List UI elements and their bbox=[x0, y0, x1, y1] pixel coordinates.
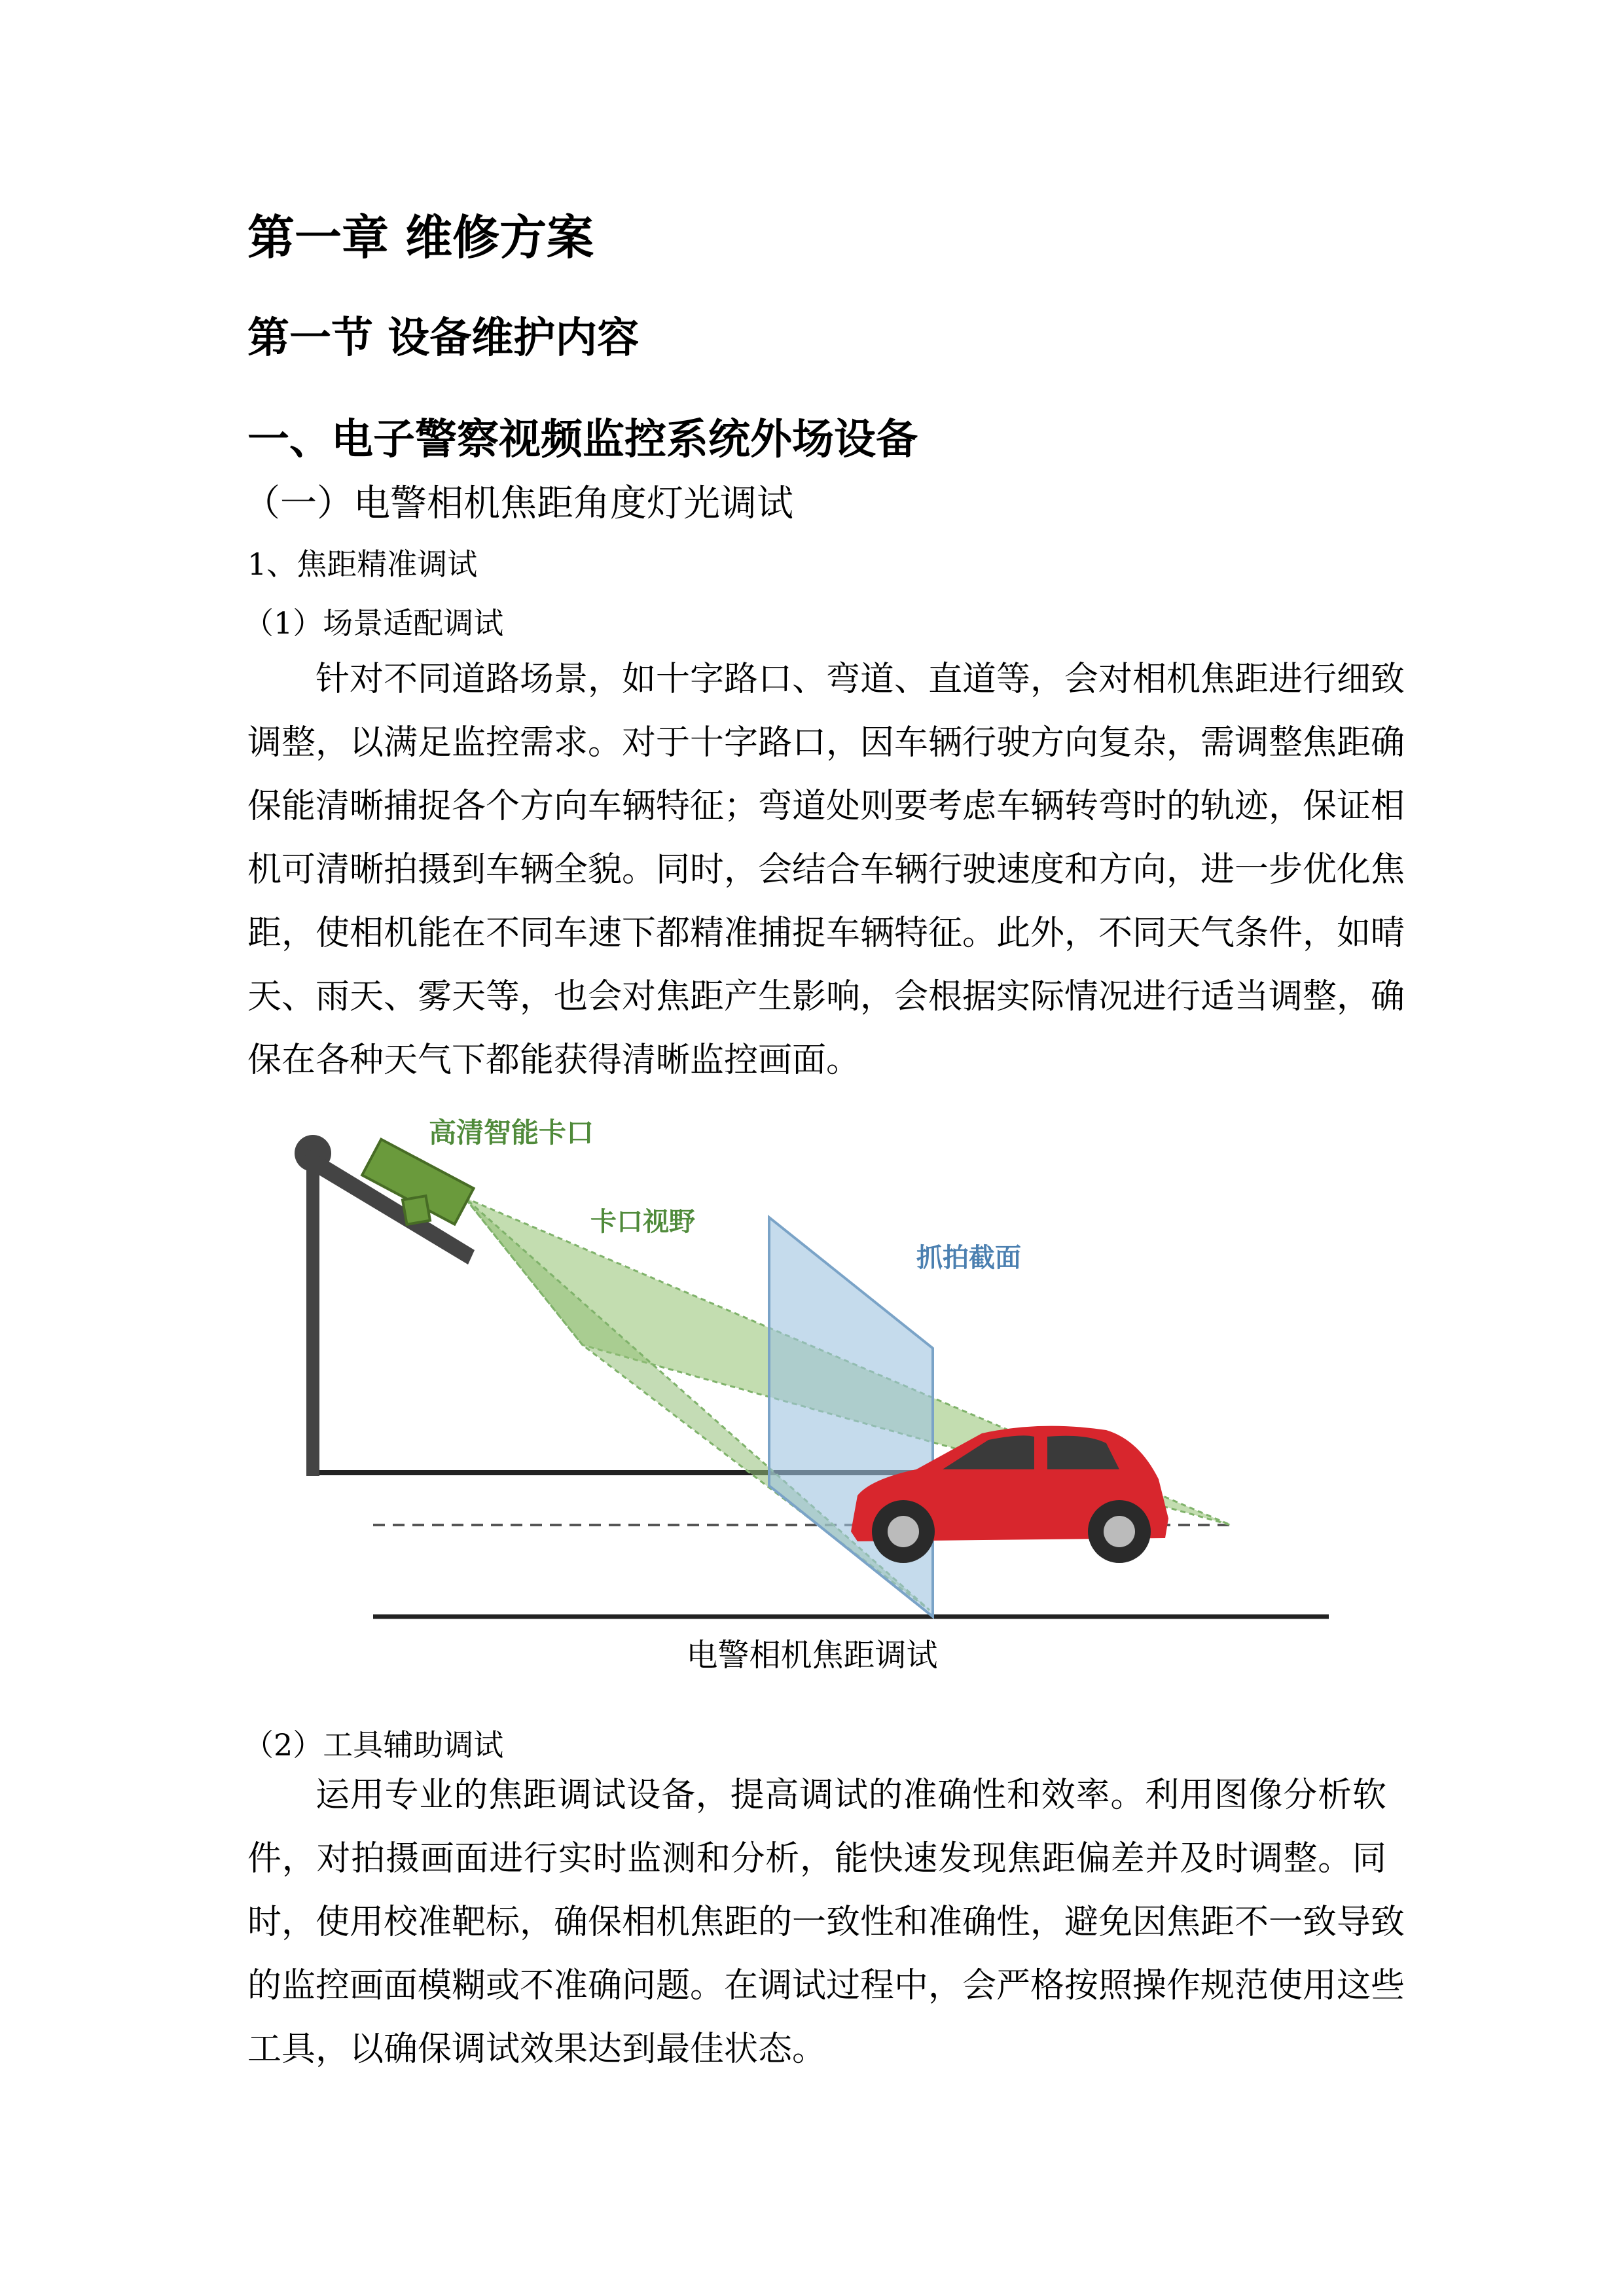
sub1-title: （1）场景适配调试 bbox=[244, 605, 504, 641]
item-title: 1、焦距精准调试 bbox=[247, 547, 478, 582]
paragraph-line: 运用专业的焦距调试设备，提高调试的准确性和效率。利用图像分析软 bbox=[316, 1776, 1386, 1815]
paragraph-tool-adjust bbox=[247, 1764, 1405, 2081]
paragraph-line: 针对不同道路场景，如十字路口、弯道、直道等，会对相机焦距进行细致 bbox=[316, 660, 1405, 699]
paragraph-line: 距，使相机能在不同车速下都精准捕捉车辆特征。此外，不同天气条件，如晴 bbox=[247, 914, 1405, 953]
paragraph-line: 的监控画面模糊或不准确问题。在调试过程中，会严格按照操作规范使用这些 bbox=[247, 1966, 1405, 2005]
sub2-title: （2）工具辅助调试 bbox=[244, 1727, 504, 1763]
camera-mount bbox=[403, 1196, 430, 1225]
paragraph-line: 调整，以满足监控需求。对于十字路口，因车辆行驶方向复杂，需调整焦距确 bbox=[247, 723, 1405, 762]
paragraph-line: 保在各种天气下都能获得清晰监控画面。 bbox=[247, 1041, 861, 1080]
subpart-title: （一）电警相机焦距角度灯光调试 bbox=[244, 482, 793, 525]
paragraph-line: 件，对拍摄画面进行实时监测和分析，能快速发现焦距偏差并及时调整。同 bbox=[247, 1839, 1386, 1878]
paragraph-line: 工具，以确保调试效果达到最佳状态。 bbox=[247, 2030, 827, 2069]
focus-diagram bbox=[288, 1113, 1335, 1623]
label-camera: 高清智能卡口 bbox=[429, 1117, 594, 1149]
chapter-title: 第一章 维修方案 bbox=[247, 209, 594, 265]
label-view: 卡口视野 bbox=[590, 1207, 695, 1237]
paragraph-scene-adjust bbox=[247, 648, 1405, 1092]
paragraph-line: 机可清晰拍摄到车辆全貌。同时，会结合车辆行驶速度和方向，进一步优化焦 bbox=[247, 850, 1405, 889]
section-title: 第一节 设备维护内容 bbox=[247, 314, 640, 363]
paragraph-line: 时，使用校准靶标，确保相机焦距的一致性和准确性，避免因焦距不一致导致 bbox=[247, 1903, 1405, 1942]
pole bbox=[306, 1152, 319, 1476]
paragraph-line: 天、雨天、雾天等，也会对焦距产生影响，会根据实际情况进行适当调整，确 bbox=[247, 977, 1405, 1016]
figure-caption: 电警相机焦距调试 bbox=[686, 1637, 938, 1674]
paragraph-line: 保能清晰捕捉各个方向车辆特征；弯道处则要考虑车辆转弯时的轨迹，保证相 bbox=[247, 787, 1405, 826]
label-plane: 抓拍截面 bbox=[916, 1243, 1021, 1273]
part-title: 一、电子警察视频监控系统外场设备 bbox=[247, 415, 918, 464]
